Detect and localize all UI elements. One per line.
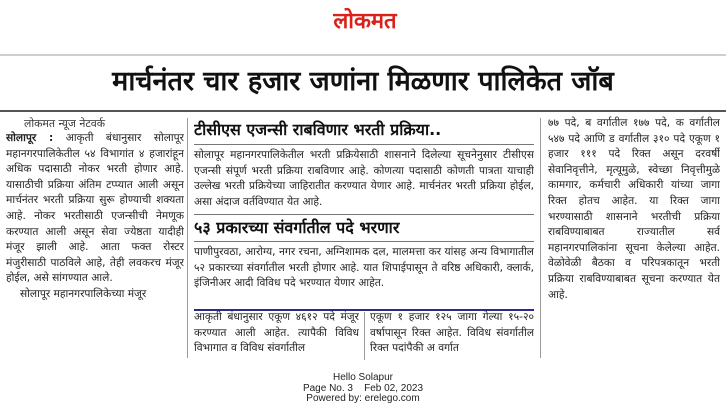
page-and-date: Page No. 3 Feb 02, 2023 (302, 382, 424, 394)
article-column-3 (548, 116, 720, 360)
lead-text: आकृती बंधानुसार सोलापूर महानगरपालिकेतील ५४ विभागांत ४ हजारांहून अधिक पदासाठी नोकर भरती होणार आहे. यासाठीची प्रक्रिया अंतिम टप्प्यात आली असून मार्चनंतर भरती प्रक्रिया सुरू होण्याची शक्यता आहे. नोकर भरतीसाठी एजन्सीची नेमणूक करण्यात आली असून सेवा ज्येष्ठता यादीही मंजूर झाली आहे. आता फक्त रोस्टर मंजुरीसाठी पाठविले आहे, तेही लवकरच मंजूर होईल, असे सांगण्यात आले. (6, 132, 184, 285)
subheading-tcs-agency: टीसीएस एजन्सी राबविणार भरती प्रक्रिया.. (194, 116, 534, 145)
continuation-text: सोलापूर महानगरपालिकेच्या मंजूर (20, 287, 147, 300)
edition-name: Hello Solapur (332, 372, 394, 383)
page-footer (0, 373, 726, 405)
bottom-right-text: एकूण १ हजार १२५ जागा गेल्या १५-२० वर्षापासून रिक्त आहेत. विविध संवर्गातील रिक्त पदांपैकी अ वर्गात (370, 311, 534, 355)
masthead-divider (0, 54, 726, 56)
article-column-1 (6, 116, 184, 360)
lead-paragraph (6, 131, 184, 287)
bottom-left-text: आकृती बंधानुसार एकूण ४६१२ पदे मंजूर करण्यात आली आहेत. त्यापैकी विविध विभागात व विविध संवर्गातील (194, 311, 359, 355)
column-divider-2 (540, 118, 541, 358)
subheading-53-cadres: ५३ प्रकारच्या संवर्गातील पदे भरणार (194, 214, 534, 242)
bottom-column-divider (364, 312, 365, 360)
main-headline: मार्चनंतर चार हजार जणांना मिळणार पालिकेत जॉब (112, 66, 614, 97)
lokmat-logo: लोकमत (333, 8, 397, 34)
byline: लोकमत न्यूज नेटवर्क (24, 117, 106, 130)
column-divider-1 (187, 118, 188, 358)
tcs-paragraph: सोलापूर महानगरपालिकेतील भरती प्रक्रियेसाठी शासनाने दिलेल्या सूचनेनुसार टीसीएस एजन्सी संपूर्ण भरती प्रक्रिया राबविणार आहे. कोणत्या पदासाठी कोणती पात्रता याचाही उल्लेख भरती प्रक्रियेच्या जाहिरातीत करण्यात येणार आहे. मार्चनंतर भरती प्रक्रिया होईल, असा अंदाज वर्तविण्यात येत आहे. (194, 149, 534, 208)
headline-divider (0, 110, 726, 112)
column3-text: ७७ पदे, ब वर्गातील १७७ पदे, क वर्गातील ५४७ पदे आणि ड वर्गातील ३१० पदे एकूण १ हजार १११ पदे रिक्त असून दरवर्षी सेवानिवृत्तीने, मृत्यूमुळे, स्वेच्छा निवृत्तीमुळे कामगार, कर्मचारी अधिकारी यांच्या जागा रिक्त होतच आहेत. या रिक्त जागा भरण्यासाठी शासनाने भरतीची प्रक्रिया राबविण्याबाबत राज्यातील सर्व महानगरपालिकांना सूचना केलेल्या आहेत. वेळोवेळी बैठका व परिपत्रकातून भरती प्रक्रिया राबविण्याबाबत सूचना करण्यात येत आहे. (548, 117, 720, 301)
cadres-paragraph: पाणीपुरवठा, आरोग्य, नगर रचना, अग्निशामक दल, मालमत्ता कर यांसह अन्य विभागातील ५२ प्रकारच्या संवर्गातील भरती होणार आहे. यात शिपाईपासून ते वरिष्ठ अधिकारी, क्लार्क, इंजिनीअर आदी विविध पदे भरण्यात येणार आहेत. (194, 246, 534, 290)
middle-bottom-columns (194, 310, 534, 362)
dateline: सोलापूर : (6, 132, 54, 144)
powered-by: Powered by: erelego.com (306, 393, 420, 404)
